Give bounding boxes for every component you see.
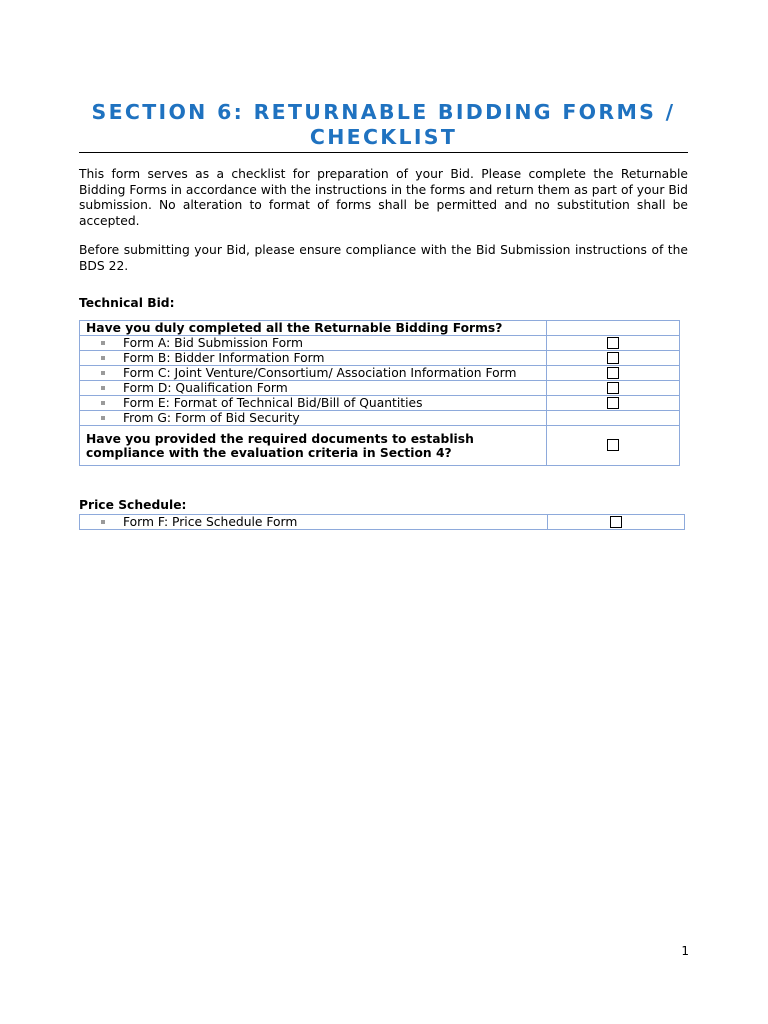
checkbox-cell — [547, 366, 680, 381]
bullet-icon — [101, 416, 105, 420]
table-row — [80, 366, 680, 381]
form-item — [80, 351, 547, 366]
checkbox[interactable] — [607, 439, 619, 451]
checkbox-cell — [547, 321, 680, 336]
checkbox-cell — [547, 351, 680, 366]
form-item-label: Form E: Format of Technical Bid/Bill of Quantities — [123, 396, 423, 410]
checkbox[interactable] — [610, 516, 622, 528]
form-item — [80, 515, 548, 530]
table-row — [80, 426, 680, 466]
checkbox-cell — [547, 411, 680, 426]
form-item-label: Form A: Bid Submission Form — [123, 336, 303, 350]
form-item-label: Form C: Joint Venture/Consortium/ Association Information Form — [123, 366, 517, 380]
form-item — [80, 366, 547, 381]
table-row — [80, 396, 680, 411]
intro-paragraph: This form serves as a checklist for preparation of your Bid. Please complete the Returnable Bidding Forms in accordance with the instructions in the forms and return them as part of your Bid submission. No alteration to format of forms shall be permitted and no substitution shall be accepted. — [79, 167, 688, 228]
checkbox-cell — [547, 336, 680, 351]
technical-bid-heading: Technical Bid: — [79, 296, 175, 310]
price-checklist-table — [79, 514, 685, 530]
table-row — [80, 381, 680, 396]
bullet-icon — [101, 371, 105, 375]
checkbox[interactable] — [607, 367, 619, 379]
checkbox[interactable] — [607, 382, 619, 394]
table-row — [80, 351, 680, 366]
checkbox[interactable] — [607, 352, 619, 364]
bullet-icon — [101, 356, 105, 360]
checkbox-cell — [547, 426, 680, 466]
form-item-label: From G: Form of Bid Security — [123, 411, 300, 425]
checkbox[interactable] — [607, 337, 619, 349]
table-row — [80, 515, 685, 530]
form-item — [80, 396, 547, 411]
page-number: 1 — [681, 944, 689, 958]
checkbox[interactable] — [607, 397, 619, 409]
form-item — [80, 381, 547, 396]
bullet-icon — [101, 386, 105, 390]
form-item-label: Form B: Bidder Information Form — [123, 351, 325, 365]
table-row — [80, 411, 680, 426]
form-item — [80, 336, 547, 351]
form-item — [80, 411, 547, 426]
checkbox-cell — [548, 515, 685, 530]
table-row — [80, 321, 680, 336]
title-underline — [79, 152, 688, 153]
note-paragraph: Before submitting your Bid, please ensure compliance with the Bid Submission instructions of the BDS 22. — [79, 243, 688, 273]
form-item-label: Form D: Qualification Form — [123, 381, 288, 395]
section-title: SECTION 6: RETURNABLE BIDDING FORMS / CHECKLIST — [91, 100, 676, 149]
price-schedule-heading: Price Schedule: — [79, 498, 187, 512]
question-evaluation-documents: Have you provided the required documents to establish compliance with the evaluation criteria in Section 4? — [80, 426, 547, 466]
form-item-label: Form F: Price Schedule Form — [123, 515, 298, 529]
checkbox-cell — [547, 396, 680, 411]
question-completed-forms: Have you duly completed all the Returnable Bidding Forms? — [80, 321, 547, 336]
technical-checklist-table — [79, 320, 680, 466]
bullet-icon — [101, 520, 105, 524]
bullet-icon — [101, 401, 105, 405]
checkbox-cell — [547, 381, 680, 396]
table-row — [80, 336, 680, 351]
bullet-icon — [101, 341, 105, 345]
